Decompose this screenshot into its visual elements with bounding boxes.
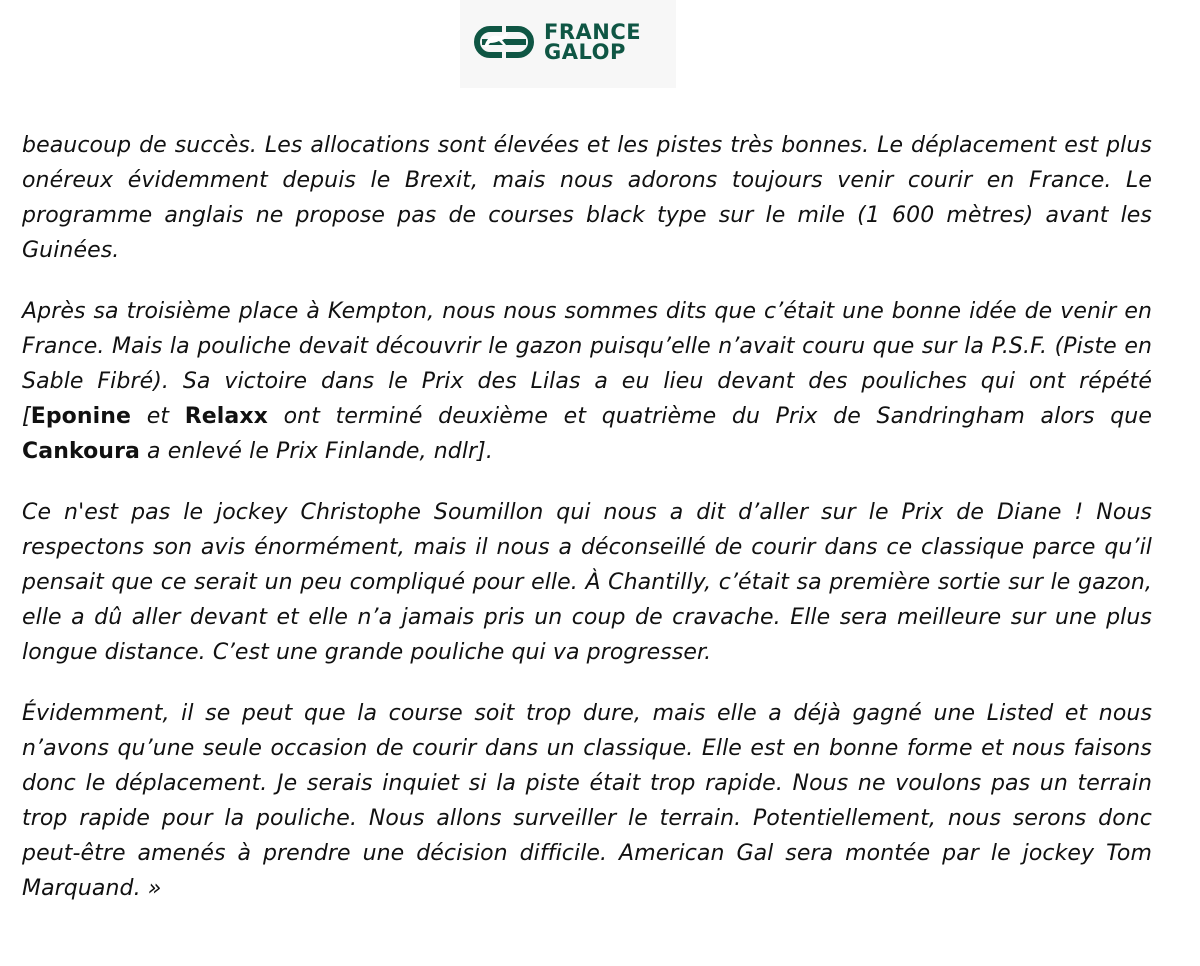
paragraph-4: Évidemment, il se peut que la course soit trop dure, mais elle a déjà gagné une Listed et nous n’avons qu’une seule occasion de courir dans un classique. Elle est en bonne forme et nous faisons donc le déplacement. Je serais inquiet si la piste était trop rapide. Nous ne voulons pas un terrain trop rapide pour la pouliche. Nous allons surveiller le terrain. Potentiellement, nous serons donc peut-être amenés à prendre une décision difficile. American Gal sera montée par le jockey Tom Marquand. » xyxy=(22,701,1152,901)
france-galop-logo xyxy=(472,22,641,62)
paragraph-3: Ce n'est pas le jockey Christophe Soumillon qui nous a dit d’aller sur le Prix de Diane ! Nous respectons son avis énormément, mais il nous a déconseillé de courir dans ce classique parce qu’il pensait que ce serait un peu compliqué pour elle. À Chantilly, c’était sa première sortie sur le gazon, elle a dû aller devant et elle n’a jamais pris un coup de cravache. Elle sera meilleure sur une plus longue distance. C’est une grande pouliche qui va progresser. xyxy=(22,500,1152,665)
paragraph-2-text-2: et xyxy=(131,404,185,429)
brand-line-1: FRANCE xyxy=(544,20,642,44)
horse-racing-track-icon xyxy=(472,23,536,61)
horse-name-relaxx: Relaxx xyxy=(184,404,268,429)
brand-line-2: GALOP xyxy=(544,40,626,64)
paragraph-1: beaucoup de succès. Les allocations sont élevées et les pistes très bonnes. Le déplacement est plus onéreux évidemment depuis le Brexit, mais nous adorons toujours venir courir en France. Le programme anglais ne propose pas de courses black type sur le mile (1 600 mètres) avant les Guinées. xyxy=(22,133,1152,263)
paragraph-2-text-1: Après sa troisième place à Kempton, nous nous sommes dits que c’était une bonne idée de venir en France. Mais la pouliche devait découvrir le gazon puisqu’elle n’avait couru que sur la P.S.F. (Piste en Sable Fibré). Sa victoire dans le Prix des Lilas a eu lieu devant des pouliches qui ont répété [ xyxy=(22,299,1152,429)
horse-name-eponine: Eponine xyxy=(30,404,132,429)
paragraph-2-text-3: ont terminé deuxième et quatrième du Prix de Sandringham alors que xyxy=(267,404,1152,429)
horse-name-cankoura: Cankoura xyxy=(22,439,140,464)
paragraph-2 xyxy=(22,294,1152,469)
paragraph-2-text-4: a enlevé le Prix Finlande, ndlr]. xyxy=(139,439,493,464)
article-body xyxy=(22,128,1152,932)
